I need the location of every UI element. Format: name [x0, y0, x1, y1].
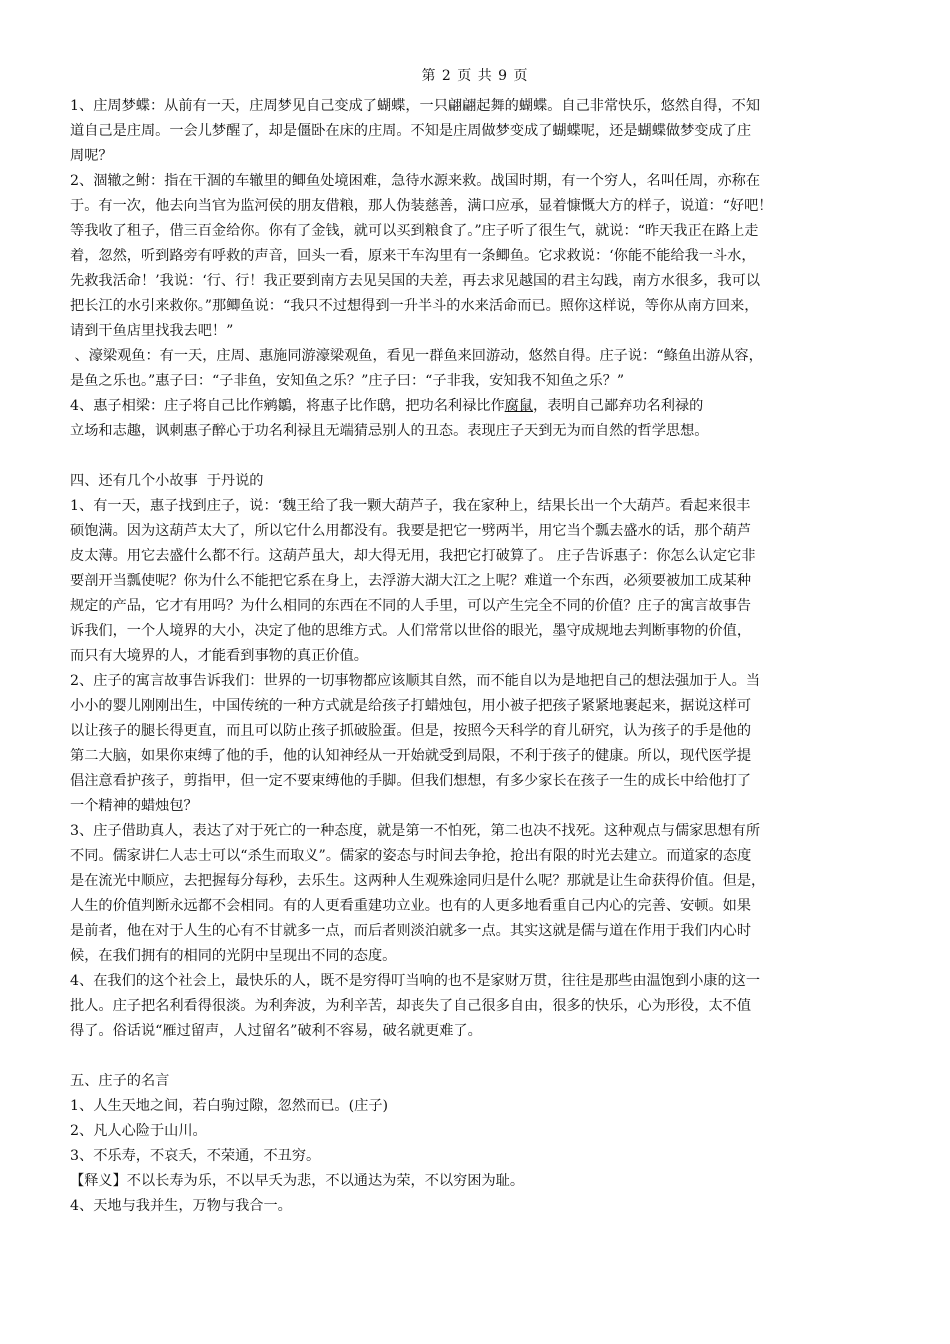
text-line: 把长江的水引来救你。”那鲫鱼说：“我只不过想得到一升半斗的水来活命而已。照你这样说，等你从南方回来，: [70, 298, 759, 314]
text-line: 4、在我们的这个社会上，最快乐的人，既不是穷得叮当响的也不是家财万贯，往往是那些由温饱到小康的这一: [70, 973, 761, 989]
text-line: 以让孩子的腿长得更直，而且可以防止孩子抓破脸蛋。但是，按照今天科学的育儿研究，认为孩子的手是他的: [70, 723, 752, 739]
quote-line: 1、人生天地之间，若白驹过隙，忽然而已。(庄子): [70, 1098, 389, 1114]
text-segment: 4、惠子相梁：庄子将自己比作鹓鶵，将惠子比作鸱，把功名利禄比作: [70, 398, 505, 414]
text-line: 、濠梁观鱼：有一天，庄周、惠施同游濠梁观鱼，看见一群鱼来回游动，悠然自得。庄子说：“鲦鱼出游从容，: [70, 348, 763, 364]
text-line: 于。有一次，他去向当官为监河侯的朋友借粮，那人伪装慈善，满口应承，显着慷慨大方的样子，说道：“好吧！: [70, 198, 773, 214]
text-line: 先救我活命！’我说：‘行、行！我正要到南方去见吴国的夫差，再去求见越国的君主勾践，南方水很多，我可以: [70, 273, 761, 289]
text-line: 1、庄周梦蝶：从前有一天，庄周梦见自己变成了蝴蝶，一只翩翩起舞的蝴蝶。自己非常快乐，悠然自得，不知: [70, 98, 761, 114]
page-number-header: 第 2 页 共 9 页: [421, 68, 529, 84]
quote-line: 3、不乐寿，不哀夭，不荣通，不丑穷。: [70, 1148, 321, 1164]
text-line: 硕饱满。因为这葫芦太大了，所以它什么用都没有。我要是把它一劈两半，用它当个瓢去盛水的话，那个葫芦: [70, 523, 752, 539]
paragraph-gap: [70, 444, 888, 469]
text-line: 3、庄子借助真人，表达了对于死亡的一种态度，就是第一不怕死，第二也决不找死。这种观点与儒家思想有所: [70, 823, 761, 839]
text-line: 等我收了租子，借三百金给你。你有了金钱，就可以买到粮食了。”庄子听了很生气，就说：“昨天我正在路上走: [70, 223, 759, 239]
quote-line: 4、天地与我并生，万物与我合一。: [70, 1198, 292, 1214]
text-line: 1、有一天，惠子找到庄子，说：‘魏王给了我一颗大葫芦子，我在家种上，结果长出一个大葫芦。看起来很丰: [70, 498, 751, 514]
text-line: 诉我们，一个人境界的大小，决定了他的思维方式。人们常常以世俗的眼光，墨守成规地去判断事物的价值，: [70, 623, 752, 639]
text-line: 2、庄子的寓言故事告诉我们：世界的一切事物都应该顺其自然，而不能自以为是地把自己的想法强加于人。当: [70, 673, 761, 689]
text-line: 请到干鱼店里找我去吧！”: [70, 323, 234, 339]
paragraph-dry-rut-fish: [70, 169, 888, 344]
text-line: 一个精神的蜡烛包？: [70, 798, 198, 814]
section-small-stories: [70, 469, 888, 1044]
text-line: 得了。俗话说“雁过留声，人过留名”破利不容易，破名就更难了。: [70, 1023, 482, 1039]
text-line: 不同。儒家讲仁人志士可以“杀生而取义”。儒家的姿态与时间去争抢，抢出有限的时光去建立。而道家的态度: [70, 848, 752, 864]
text-line: 倡注意看护孩子，剪指甲，但一定不要束缚他的手脚。但我们想想，有多少家长在孩子一生的成长中给他打了: [70, 773, 752, 789]
text-line: 规定的产品，它才有用吗？为什么相同的东西在不同的人手里，可以产生完全不同的价值？庄子的寓言故事告: [70, 598, 752, 614]
paragraph-haoliang-fish: [70, 344, 888, 394]
text-line: 人生的价值判断永远都不会相同。有的人更看重建功立业。也有的人更多地看重自己内心的完善、安顿。如果: [70, 898, 752, 914]
text-line: 是鱼之乐也。”惠子曰：“子非鱼，安知鱼之乐？”庄子曰：“子非我，安知我不知鱼之乐？”: [70, 373, 625, 389]
text-line: 是在流光中顺应，去把握每分每秒，去乐生。这两种人生观殊途同归是什么呢？那就是让生命获得价值。但是，: [70, 873, 766, 889]
text-line: 小小的婴儿刚刚出生，中国传统的一种方式就是给孩子打蜡烛包，用小被子把孩子紧紧地裹起来，据说这样可: [70, 698, 752, 714]
text-line: 周呢？: [70, 148, 113, 164]
paragraph-zhuangzhou-dream: [70, 94, 888, 169]
underlined-term: 腐鼠: [504, 398, 534, 414]
text-segment: ，表明自己鄙弃功名利禄的: [533, 398, 704, 414]
text-line: 候，在我们拥有的相同的光阴中呈现出不同的态度。: [70, 948, 397, 964]
quote-line: 2、凡人心险于山川。: [70, 1123, 207, 1139]
text-line: [70, 394, 888, 419]
text-line: 道自己是庄周。一会儿梦醒了，却是僵卧在床的庄周。不知是庄周做梦变成了蝴蝶呢，还是蝴蝶做梦变成了庄: [70, 123, 752, 139]
text-line: 第二大脑，如果你束缚了他的手，他的认知神经从一开始就受到局限，不利于孩子的健康。所以，现代医学提: [70, 748, 752, 764]
text-line: 皮太薄。用它去盛什么都不行。这葫芦虽大，却大得无用，我把它打破算了。 庄子告诉惠子：你怎么认定它非: [70, 548, 756, 564]
text-line: 而只有大境界的人，才能看到事物的真正价值。: [70, 648, 368, 664]
quote-explanation: 【释义】不以长寿为乐，不以早夭为悲，不以通达为荣，不以穷困为耻。: [70, 1173, 525, 1189]
document-body: [70, 94, 888, 1219]
text-line: 是前者，他在对于人生的心有不甘就多一点，而后者则淡泊就多一点。其实这就是儒与道在作用于我们内心时: [70, 923, 752, 939]
section-zhuangzi-quotes: [70, 1069, 888, 1219]
paragraph-gap: [70, 1044, 888, 1069]
text-line: 着，忽然，听到路旁有呼救的声音，回头一看，原来干车沟里有一条鲫鱼。它求救说：‘你能不能给我一斗水，: [70, 248, 756, 264]
text-line: 立场和志趣，讽刺惠子醉心于功名利禄且无端猜忌别人的丑态。表现庄子天到无为而自然的哲学思想。: [70, 423, 709, 439]
text-line: 2、涸辙之鲋：指在干涸的车辙里的鲫鱼处境困难，急待水源来救。战国时期，有一个穷人，名叫任周，亦称在: [70, 173, 761, 189]
text-line: 要剖开当瓢使呢？你为什么不能把它系在身上，去浮游大湖大江之上呢？难道一个东西，必须要被加工成某种: [70, 573, 752, 589]
section-heading: 五、庄子的名言: [70, 1073, 170, 1089]
paragraph-huizi-liang: [70, 394, 888, 444]
section-heading: 四、还有几个小故事 于丹说的: [70, 473, 264, 489]
text-line: 批人。庄子把名利看得很淡。为利奔波，为利辛苦，却丧失了自己很多自由，很多的快乐，心为形役，太不值: [70, 998, 752, 1014]
